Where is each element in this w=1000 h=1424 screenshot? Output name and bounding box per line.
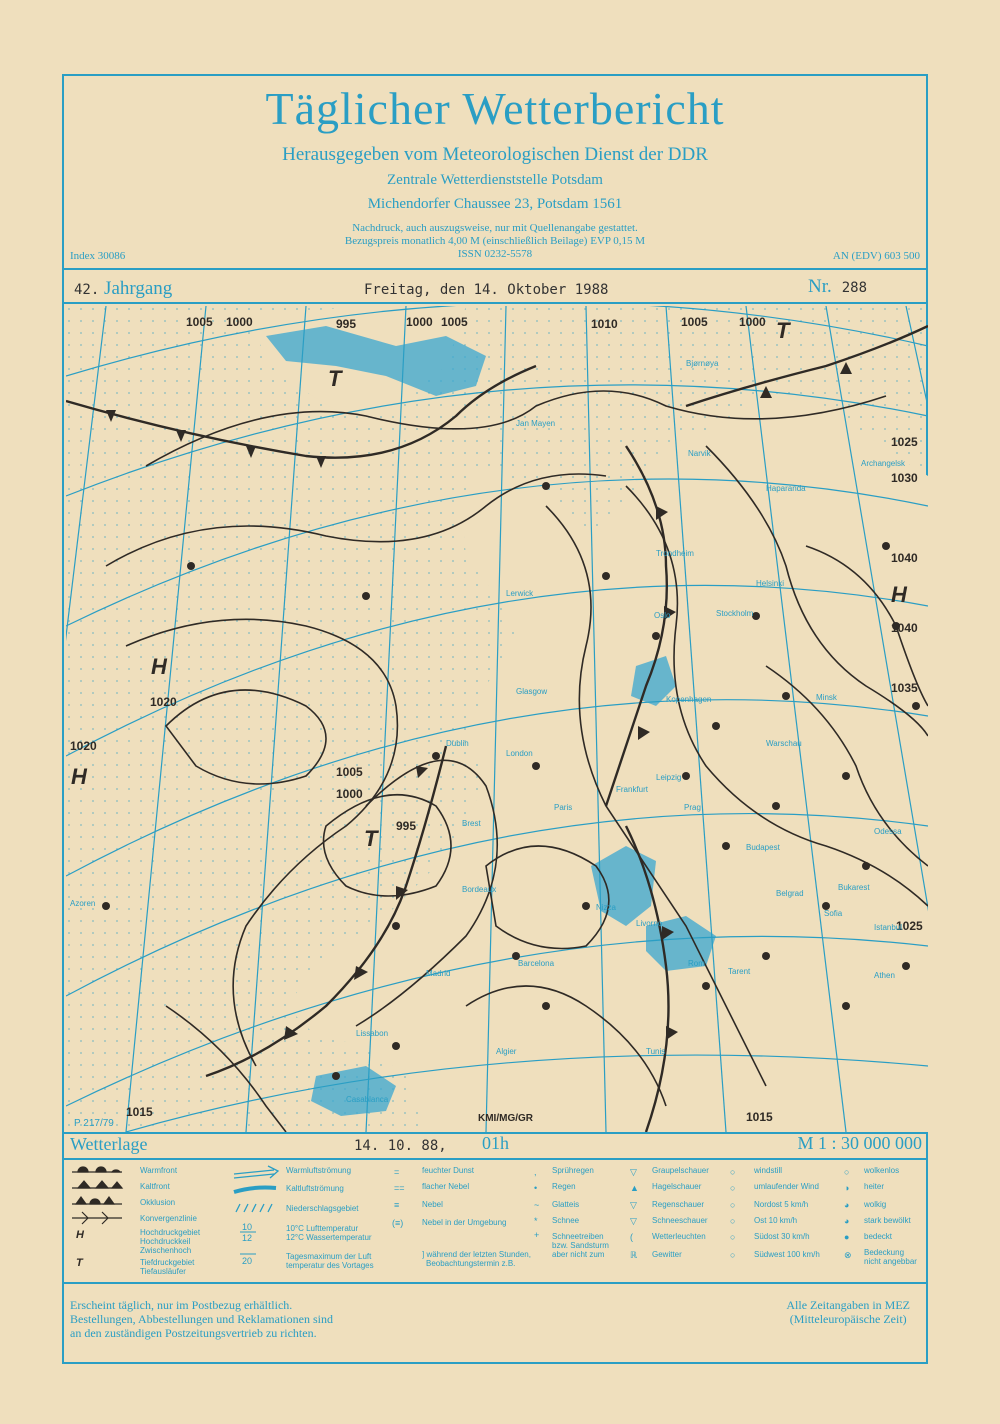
legend-obs-time: Beobachtungstermin z.B. [426,1259,516,1268]
legend-shallow-fog: flacher Nebel [422,1182,470,1191]
pressure-label: 1005 [186,315,213,329]
place-label: Bjørnøya [686,359,719,368]
legend-fog-nearby: Nebel in der Umgebung [422,1218,507,1227]
pressure-label: 1015 [126,1105,153,1119]
svg-text:12: 12 [242,1233,253,1243]
svg-text:▽: ▽ [630,1200,637,1210]
place-label: Glasgow [516,687,548,696]
svg-text:○: ○ [730,1232,736,1242]
place-label: Lissabon [356,1029,389,1038]
legend-hail: Hagelschauer [652,1182,702,1191]
legend-haze: feuchter Dunst [422,1166,475,1175]
print-code: P 217/79 [74,1118,114,1129]
legend-rain: Regen [552,1182,576,1191]
pressure-label: 1015 [746,1110,773,1124]
footer-timezone [786,1298,910,1326]
place-label: Trondheim [656,549,694,558]
pressure-label: 1020 [70,739,97,753]
svg-text:◕: ◕ [844,1216,850,1226]
place-label: Lerwick [506,589,534,598]
weather-situation-line [64,1130,926,1160]
legend-past-hours: ] während der letzten Stunden, [422,1250,531,1259]
place-label: Odessa [874,827,902,836]
high-symbol-icon: H [891,582,907,607]
svg-text:○: ○ [730,1167,736,1177]
svg-text:●: ● [844,1232,850,1242]
pressure-label: 1040 [891,551,918,565]
legend-southwest: Südwest 100 km/h [754,1250,820,1259]
legend-occlusion: Okklusion [140,1198,176,1207]
analyst-initials: KMI/MG/GR [478,1113,533,1124]
place-label: Dublin [446,739,469,748]
place-label: Sofia [824,909,843,918]
legend-drifting-snow: Schneetreiben [552,1232,604,1241]
legend-precip-area: Niederschlagsgebiet [286,1204,359,1213]
footer-line-3: an den zuständigen Postzeitungsvertrieb zu richten. [70,1326,317,1340]
legend-warm-flow: Warmluftströmung [286,1166,352,1175]
svg-text:+: + [534,1230,540,1240]
svg-text:*: * [534,1216,538,1226]
pressure-label: 1000 [739,315,766,329]
legend-east: Ost 10 km/h [754,1216,798,1225]
pressure-label: 1025 [891,435,918,449]
synoptic-map [66,306,928,1132]
legend-warm-front: Warmfront [140,1166,178,1175]
place-label: Minsk [816,693,837,702]
legend-overcast: bedeckt [864,1232,893,1241]
timezone-line-2: (Mitteleuropäische Zeit) [789,1312,907,1326]
legend-low: Tiefdruckgebiet [140,1258,195,1267]
place-label: Azoren [70,899,96,908]
place-label: Helsinki [756,579,785,588]
place-label: Budapest [746,843,780,852]
low-symbol-icon: T [328,366,342,391]
legend-drizzle: Sprühregen [552,1166,594,1175]
map-top-border [64,302,926,304]
svg-text:◕: ◕ [844,1200,850,1210]
place-label: Narvik [688,449,711,458]
pressure-label: 1010 [591,317,618,331]
svg-text:==: == [394,1183,405,1193]
place-label: Istanbul [874,923,903,932]
pressure-label: 1005 [441,315,468,329]
footer-line-1: Erscheint täglich, nur im Postbezug erhältlich. [70,1298,293,1312]
svg-text:10: 10 [242,1222,253,1232]
index-number: Index 30086 [70,250,126,262]
pressure-label: 995 [396,819,417,833]
svg-text:○: ○ [844,1167,850,1177]
legend-cloudy: wolkig [864,1200,887,1209]
place-label: Bukarest [838,883,870,892]
place-label: Stockholm [716,609,754,618]
svg-text:T: T [76,1257,83,1269]
legend-top-border [64,1158,926,1160]
pressure-label: 1005 [336,765,363,779]
symbol-legend [64,1162,926,1284]
legend-calm: windstill [754,1166,783,1175]
legend-southeast: Südost 30 km/h [754,1232,810,1241]
place-label: Frankfurt [616,785,649,794]
pressure-label: 1025 [896,919,923,933]
legend-max-temp-2: temperatur des Vortages [286,1261,374,1270]
weather-report-sheet [62,74,928,1364]
place-label: Casablanca [346,1095,389,1104]
pressure-label: 1000 [226,315,253,329]
low-symbol-icon: T [364,826,378,851]
legend-variable-wind: umlaufender Wind [754,1182,819,1191]
svg-text:,: , [534,1167,537,1177]
legend-thunderstorm: Gewitter [652,1250,682,1259]
footer-line-2: Bestellungen, Abbestellungen und Reklamationen sind [70,1312,333,1326]
footer-subscription [70,1298,333,1340]
legend-cold-front: Kaltfront [140,1182,170,1191]
legend-northeast: Nordost 5 km/h [754,1200,809,1209]
svg-text:▽: ▽ [630,1167,637,1177]
place-label: Prag [684,803,701,812]
issue-number-label: Nr. [808,276,832,297]
timezone-line-1: Alle Zeitangaben in MEZ [786,1298,910,1312]
synoptic-map-svg [66,306,928,1132]
place-label: Jan Mayen [516,419,556,428]
legend-clear: wolkenlos [864,1166,900,1175]
legend-glaze: Glatteis [552,1200,580,1209]
svg-text:◑: ◑ [844,1183,850,1193]
svg-text:○: ○ [730,1250,736,1260]
issue-number-value: 288 [841,280,868,296]
issue-number [808,276,867,298]
pressure-label: 1035 [891,681,918,695]
svg-text:=: = [394,1167,400,1177]
legend-sky-obscured-2: nicht angebbar [864,1257,917,1266]
pressure-label: 1000 [336,787,363,801]
volume-label: Jahrgang [104,278,173,299]
office-line: Zentrale Wetterdienststelle Potsdam [387,172,603,188]
place-label: Tunis [646,1047,666,1056]
issue-line [64,274,926,304]
legend-trough: Tiefausläufer [140,1267,186,1276]
map-scale: M 1 : 30 000 000 [797,1133,922,1153]
pressure-label: 1005 [681,315,708,329]
place-label: Belgrad [776,889,804,898]
pressure-label: 1020 [150,695,177,709]
place-label: London [506,749,533,758]
legend-rain-shower: Regenschauer [652,1200,705,1209]
place-label: Rom [688,959,705,968]
high-symbol-icon: H [151,654,167,679]
svg-text:⊗: ⊗ [844,1250,852,1260]
svg-text:ℝ: ℝ [630,1250,638,1260]
legend-air-temp: 10°C Lufttemperatur [286,1224,359,1233]
issn-line: ISSN 0232-5578 [457,248,533,260]
svg-text:(: ( [630,1232,633,1242]
reprint-note: Nachdruck, auch auszugsweise, nur mit Quellenangabe gestattet. [352,222,638,234]
an-edv-number: AN (EDV) 603 500 [832,250,920,262]
legend-snow-shower: Schneeschauer [652,1216,708,1225]
price-note: Bezugspreis monatlich 4,00 M (einschließlich Beilage) EVP 0,15 M [344,235,646,247]
svg-text:H: H [76,1229,84,1241]
page-title: Täglicher Wetterbericht [265,83,725,134]
svg-text:○: ○ [730,1216,736,1226]
analysis-date: 14. 10. 88, [354,1138,447,1154]
pressure-label: 1000 [406,315,433,329]
svg-text:▲: ▲ [630,1183,639,1193]
legend-ridge: Hochdruckkeil [140,1237,191,1246]
place-label: Bordeaux [462,885,497,894]
place-label: Algier [496,1047,517,1056]
legend-mostly-cloudy: stark bewölkt [864,1216,911,1225]
high-symbol-icon: H [71,764,87,789]
place-label: Haparanda [766,484,806,493]
weather-situation-label: Wetterlage [70,1134,148,1154]
legend-convergence: Konvergenzlinie [140,1214,197,1223]
legend-bottom-border [64,1282,926,1284]
svg-text:○: ○ [730,1183,736,1193]
legend-intermediate-high: Zwischenhoch [140,1246,192,1255]
svg-text:(≡): (≡) [392,1218,404,1228]
legend-not-at: aber nicht zum [552,1250,605,1259]
low-symbol-icon: T [776,318,790,343]
svg-text:~: ~ [534,1200,540,1210]
analysis-hour: 01h [482,1133,509,1153]
place-label: Kopenhagen [666,695,712,704]
place-label: Barcelona [518,959,555,968]
legend-snow: Schnee [552,1216,580,1225]
legend-graupel: Graupelschauer [652,1166,709,1175]
header-divider [64,268,926,270]
legend-sky-obscured: Bedeckung [864,1248,905,1257]
svg-text:20: 20 [242,1256,253,1266]
place-label: Oslo [654,611,671,620]
legend-fog: Nebel [422,1200,443,1209]
svg-text:○: ○ [730,1200,736,1210]
place-label: Athen [874,971,895,980]
place-label: Livorno [636,919,663,928]
publisher-line: Herausgegeben vom Meteorologischen Dienst der DDR [282,144,708,165]
svg-text:≡: ≡ [394,1200,400,1210]
place-label: Madrid [426,969,451,978]
address-line: Michendorfer Chaussee 23, Potsdam 1561 [367,196,623,212]
issue-date: Freitag, den 14. Oktober 1988 [364,282,609,298]
pressure-label: 1030 [891,471,918,485]
place-label: Leipzig [656,773,682,782]
volume [74,278,172,300]
svg-text:•: • [534,1183,538,1193]
legend-fair: heiter [864,1182,885,1191]
legend-high: Hochdruckgebiet [140,1228,201,1237]
place-label: Warschau [766,739,802,748]
legend-water-temp: 12°C Wassertemperatur [286,1233,372,1242]
svg-text:▽: ▽ [630,1216,637,1226]
pressure-label: 1040 [891,621,918,635]
legend-lightning: Wetterleuchten [652,1232,706,1241]
place-label: Tarent [728,967,751,976]
place-label: Brest [462,819,481,828]
volume-number: 42. [74,282,100,298]
legend-cold-flow: Kaltluftströmung [286,1184,344,1193]
legend-max-temp: Tagesmaximum der Luft [286,1252,372,1261]
place-label: Archangelsk [861,459,906,468]
place-label: Paris [554,803,573,812]
pressure-label: 995 [336,317,357,331]
place-label: Nizza [596,903,617,912]
legend-sandstorm: bzw. Sandsturm [552,1241,609,1250]
